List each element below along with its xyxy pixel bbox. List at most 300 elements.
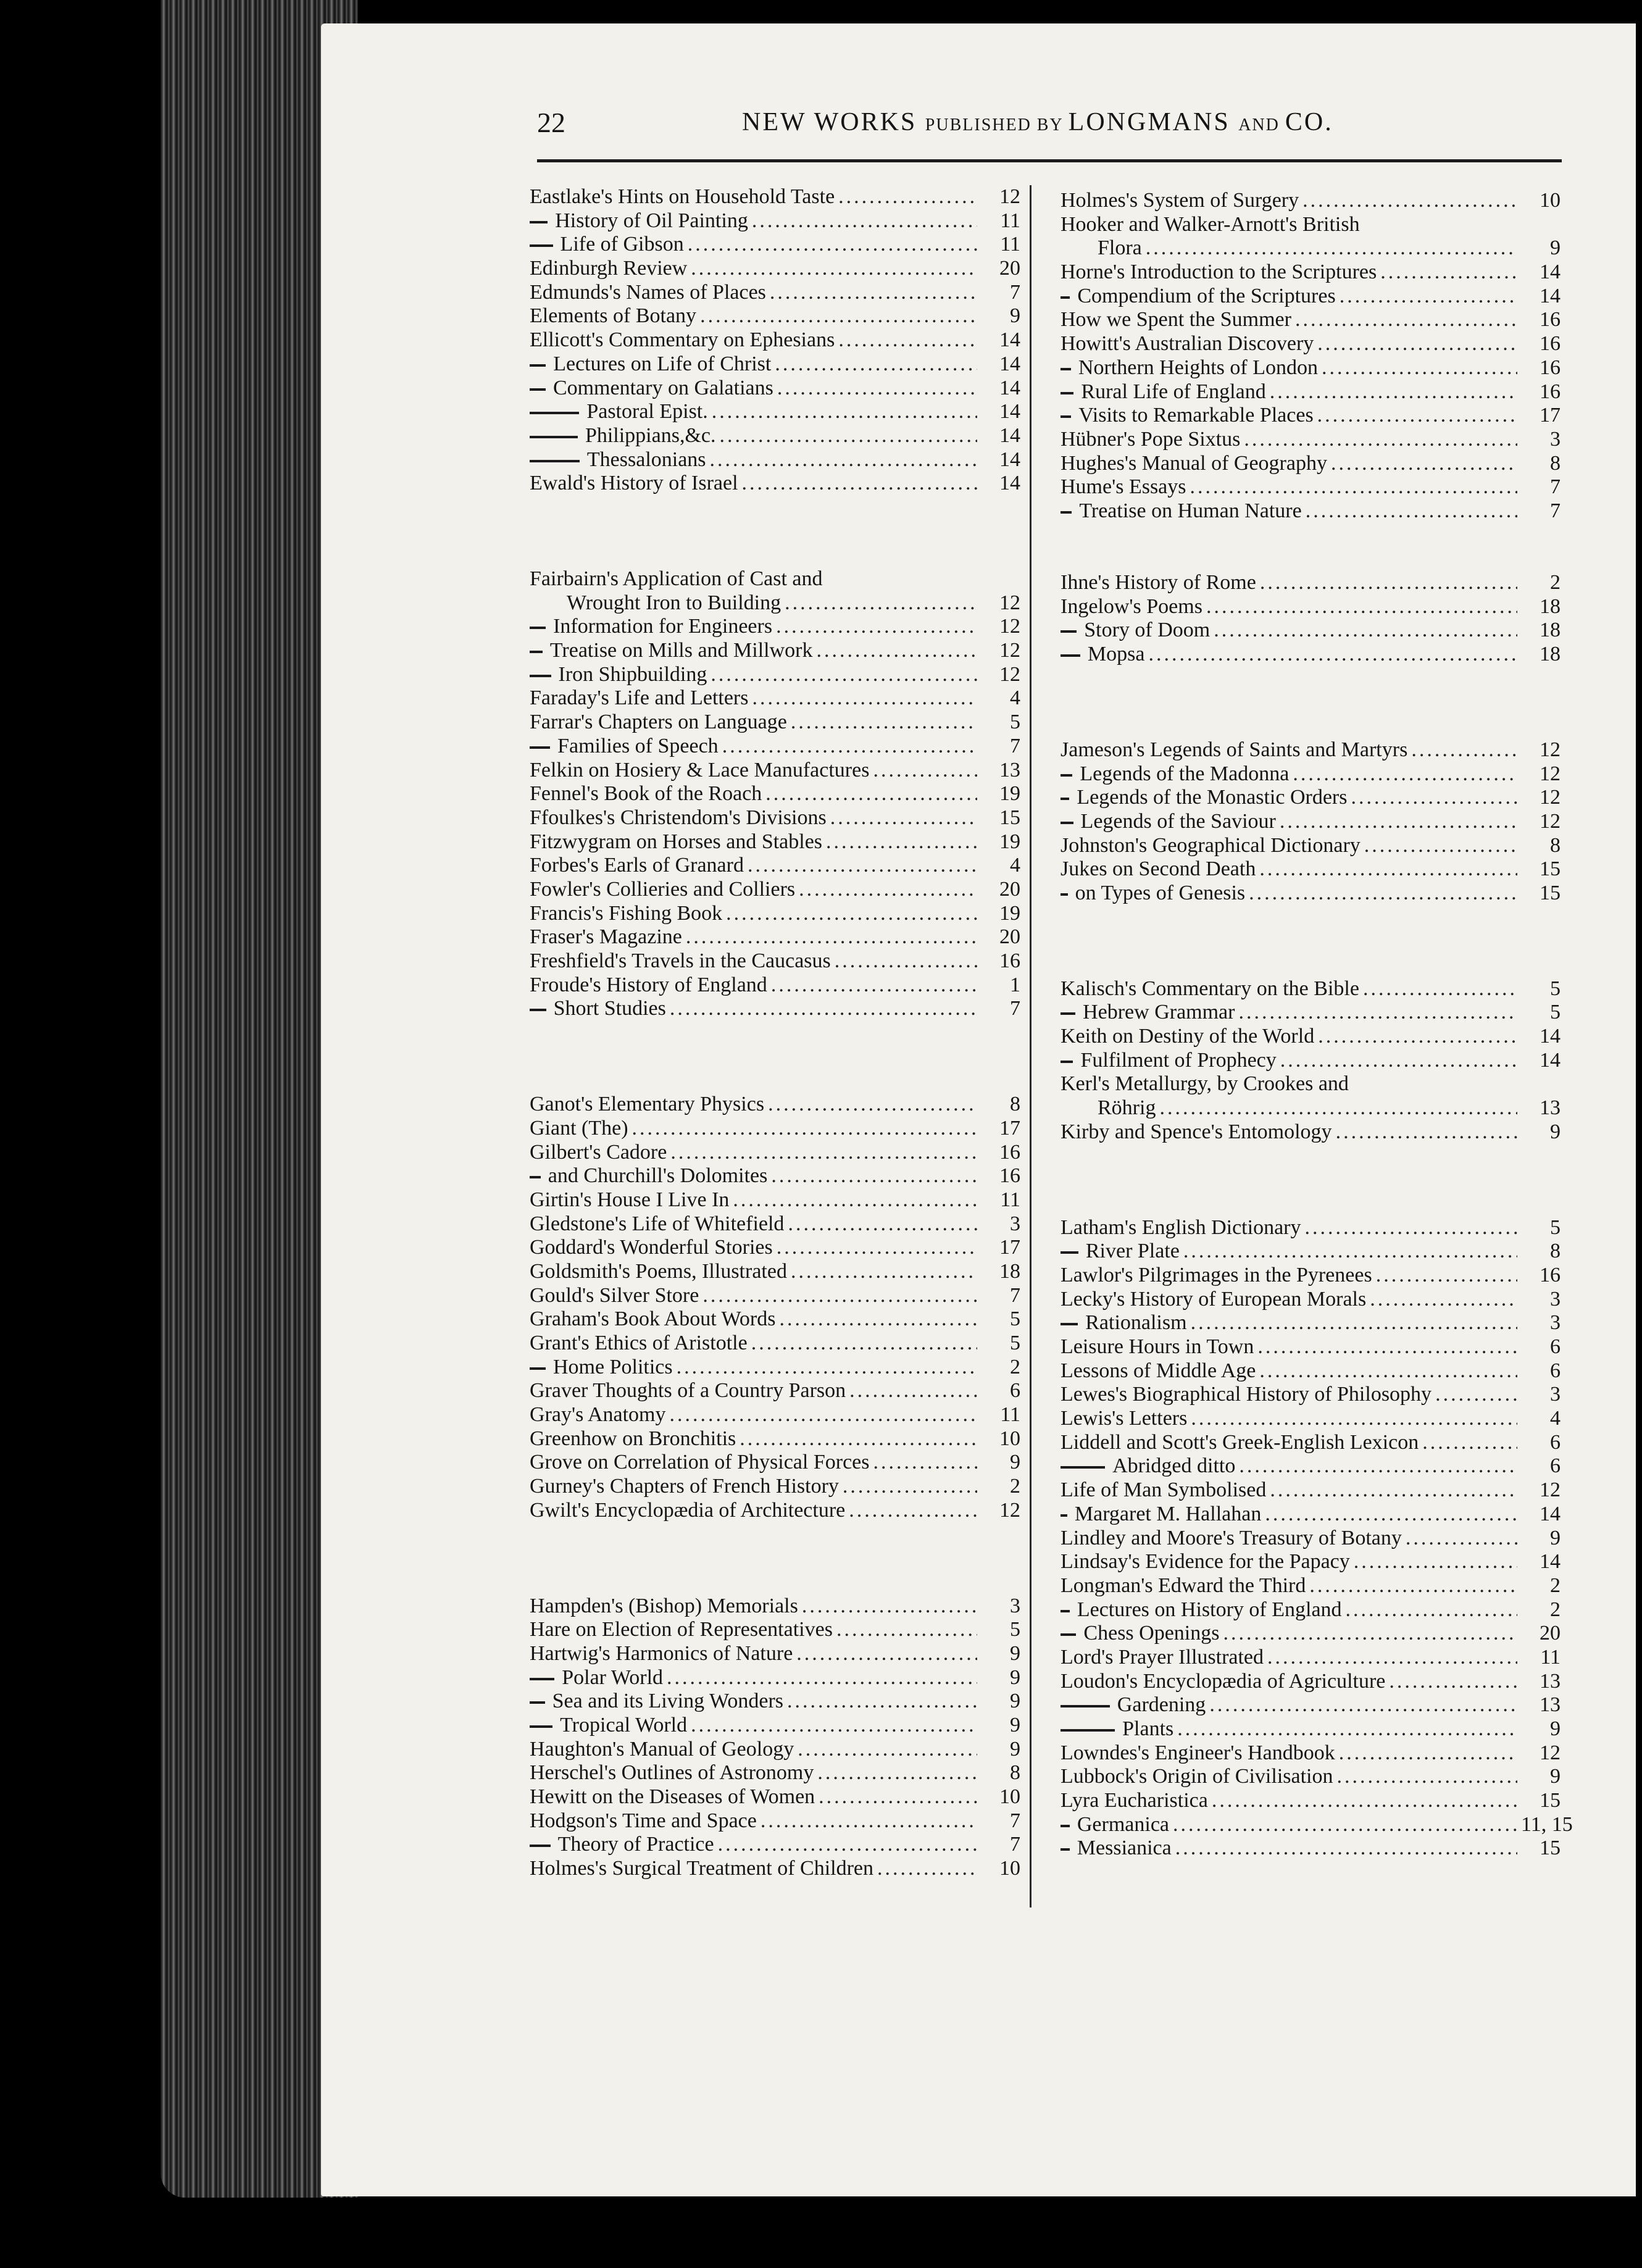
leader-dots [1295,308,1517,331]
section-spacer [1061,667,1561,691]
entry-title: Lord's Prayer Illustrated [1061,1645,1264,1669]
leader-dots [1422,1431,1517,1454]
leader-dots [740,1427,977,1451]
entry-page-number: 12 [999,185,1020,208]
entry-title: Hübner's Pope Sixtus [1061,427,1241,451]
entry-title: Greenhow on Bronchitis [530,1427,736,1450]
ditto-dash [530,388,546,391]
leader-dots [791,1260,977,1283]
header-rule [537,159,1562,162]
index-entry [530,973,1020,998]
entry-title: Hare on Election of Representatives [530,1618,833,1641]
index-entry [530,878,1020,902]
ditto-dash [1061,1251,1078,1254]
index-entry [530,1427,1020,1451]
entry-title: Flora [1098,236,1142,260]
entry-title: Abridged ditto [1112,1454,1236,1478]
leader-dots [1376,1264,1517,1287]
ditto-dash [530,627,546,629]
entry-page-number: 4 [1010,854,1020,877]
entry-page-number: 9 [1550,1765,1561,1788]
entry-page-number: 19 [999,830,1020,853]
index-entry [530,1164,1020,1188]
entry-page-number: 14 [1540,261,1561,284]
index-entry [1061,404,1561,428]
entry-title: Lowndes's Engineer's Handbook [1061,1741,1335,1764]
leader-dots [1146,236,1517,260]
entry-title: Liddell and Scott's Greek-English Lexicon [1061,1430,1419,1454]
index-entry [530,830,1020,854]
index-entry [1061,1383,1561,1407]
index-entry [530,1475,1020,1499]
section-spacer [1061,906,1561,930]
leader-dots [768,1093,977,1116]
entry-title: Lubbock's Origin of Civilisation [1061,1765,1333,1788]
leader-dots [752,209,977,233]
title-part-c: LONGMANS [1068,108,1239,136]
entry-page-number: 16 [1540,380,1561,403]
index-entry [1061,1503,1561,1527]
entry-title: Röhrig [1098,1096,1156,1120]
leader-dots [835,949,977,973]
entry-page-number: 14 [1540,284,1561,307]
entry-title: Girtin's House I Live In [530,1188,730,1211]
index-entry [530,448,1020,472]
leader-dots [1238,1001,1517,1024]
index-entry [530,1117,1020,1141]
leader-dots [1260,571,1517,594]
index-entry [530,639,1020,663]
index-entry [530,686,1020,711]
entry-title: Fraser's Magazine [530,925,682,949]
entry-title: Story of Doom [1084,619,1211,642]
index-entry [530,1499,1020,1523]
index-entry [1061,1264,1561,1288]
entry-title: Gledstone's Life of Whitefield [530,1212,785,1235]
entry-title: Legends of the Monastic Orders [1077,786,1348,809]
index-entry [530,304,1020,328]
entry-page-number: 3 [1550,1287,1561,1311]
index-entry [1061,1431,1561,1455]
entry-title: Visits to Remarkable Places [1078,404,1314,427]
entry-title: Fairbairn's Application of Cast and [530,567,823,590]
section-spacer [530,543,1020,567]
entry-page-number: 13 [999,758,1020,782]
index-entry [530,1618,1020,1642]
title-part-a: NEW WORKS [742,108,925,136]
leader-dots [775,352,977,376]
entry-page-number: 5 [1010,711,1020,734]
entry-title: Treatise on Mills and Millwork [549,639,813,662]
leader-dots [710,448,977,472]
entry-page-number: 2 [1550,1574,1561,1597]
entry-title: Francis's Fishing Book [530,901,723,925]
index-entry [1061,619,1561,643]
leader-dots [1317,404,1517,427]
index-entry [530,1307,1020,1332]
leader-dots [700,304,977,328]
index-entry [530,1260,1020,1284]
entry-page-number: 4 [1010,686,1020,710]
entry-title: Howitt's Australian Discovery [1061,332,1314,356]
leader-dots [1435,1383,1517,1406]
index-entry [1061,1717,1561,1741]
entry-title: Froude's History of England [530,973,767,996]
entry-title: Lindley and Moore's Treasury of Botany [1061,1526,1402,1549]
entry-title: Edinburgh Review [530,257,688,280]
entry-page-number: 4 [1550,1407,1561,1430]
section-spacer [530,520,1020,544]
leader-dots [1370,1288,1517,1311]
entry-page-number: 9 [1010,304,1020,328]
index-entry [530,591,1020,615]
index-entry [1061,356,1561,380]
title-part-d: AND [1238,115,1285,135]
entry-title: Families of Speech [557,734,719,757]
entry-page-number: 14 [999,400,1020,423]
entry-page-number: 16 [1540,332,1561,356]
index-entry [1061,1478,1561,1503]
entry-title: Leisure Hours in Town [1061,1335,1254,1358]
entry-page-number: 14 [999,423,1020,447]
index-entry [530,233,1020,257]
leader-dots [771,973,977,997]
leader-dots [1354,1550,1517,1574]
entry-page-number: 17 [999,1236,1020,1259]
leader-dots [1190,475,1517,499]
leader-dots [1309,1574,1517,1598]
entry-page-number: 15 [1540,881,1561,904]
leader-dots [742,472,977,495]
entry-page-number: 14 [1540,1502,1561,1525]
leader-dots [670,1403,978,1427]
entry-title: Haughton's Manual of Geology [530,1737,794,1761]
ditto-dash [1061,630,1077,633]
leader-dots [849,1499,977,1522]
leader-dots [1293,762,1517,786]
entry-page-number: 15 [1540,857,1561,881]
entry-title: Lawlor's Pilgrimages in the Pyrenees [1061,1263,1372,1286]
leader-dots [1339,1741,1517,1765]
entry-page-number: 2 [1550,1598,1561,1621]
entry-title: Hebrew Grammar [1083,1001,1235,1024]
entry-page-number: 14 [999,472,1020,495]
index-entry [530,854,1020,878]
index-entry [1061,452,1561,476]
entry-page-number: 16 [999,949,1020,972]
leader-dots [1259,857,1517,881]
ditto-dash [530,221,548,223]
ditto-dash [530,1678,554,1680]
entry-page-number: 9 [1550,1120,1561,1143]
section-spacer [1061,1192,1561,1216]
index-entry [1061,1670,1561,1694]
leader-dots [748,854,977,877]
ditto-dash [1061,511,1072,514]
entry-title: Lindsay's Evidence for the Papacy [1061,1550,1350,1574]
leader-dots [1337,1765,1518,1788]
leader-dots [1331,452,1517,475]
ditto-dash [1061,368,1071,370]
entry-page-number: 9 [1550,1717,1561,1740]
index-entry [1061,1598,1561,1622]
leader-dots [1302,189,1517,212]
section-spacer [1061,523,1561,548]
index-entry [530,1714,1020,1738]
entry-title: Ihne's History of Rome [1061,571,1256,594]
entry-page-number: 18 [999,1259,1020,1283]
leader-dots [1259,1359,1517,1383]
entry-page-number: 7 [1550,475,1561,499]
entry-page-number: 3 [1010,1594,1020,1617]
entry-page-number: 7 [1550,499,1561,522]
leader-dots [632,1117,977,1140]
entry-page-number: 11 [1000,233,1020,256]
entry-page-number: 12 [999,662,1020,686]
entry-title: Graham's Book About Words [530,1307,776,1331]
entry-title: on Types of Genesis [1075,881,1246,904]
entry-title: Lectures on History of England [1077,1598,1342,1621]
entry-page-number: 5 [1550,977,1561,1000]
entry-title: Jukes on Second Death [1061,857,1256,881]
entry-page-number: 6 [1550,1454,1561,1478]
entry-page-number: 9 [1550,1526,1561,1549]
index-entry [1061,1407,1561,1431]
section-spacer [1061,690,1561,714]
index-entry [1061,380,1561,404]
entry-title: Kirby and Spence's Entomology [1061,1120,1332,1143]
leader-dots [702,1284,977,1307]
leader-dots [677,1356,977,1379]
index-entry [530,1236,1020,1260]
entry-page-number: 20 [999,257,1020,280]
index-entry [1061,977,1561,1001]
entry-title: Grant's Ethics of Aristotle [530,1332,748,1354]
entry-title: Lewis's Letters [1061,1407,1188,1430]
entry-page-number: 9 [1010,1690,1020,1713]
index-entry [1061,834,1561,858]
entry-page-number: 10 [999,1427,1020,1450]
entry-title: River Plate [1085,1240,1180,1263]
leader-dots [816,639,977,662]
section-spacer [1061,1144,1561,1169]
leader-dots [796,1642,977,1666]
leader-dots [718,1833,977,1856]
entry-page-number: 9 [1010,1714,1020,1736]
entry-page-number: 11 [1540,1645,1561,1669]
entry-title: Elements of Botany [530,304,697,328]
leader-dots [777,1236,977,1259]
leader-dots [686,925,977,949]
index-entry [530,328,1020,352]
section-spacer [530,1523,1020,1547]
entry-page-number: 14 [1540,1048,1561,1072]
index-entry [1061,762,1561,786]
index-entry [1061,213,1561,237]
leader-dots [819,1785,977,1809]
entry-title: Fitzwygram on Horses and Stables [530,830,823,853]
leader-dots [667,1666,977,1690]
entry-page-number: 3 [1550,1383,1561,1406]
leader-dots [1183,1240,1517,1263]
ditto-dash [530,746,550,749]
left-column [530,185,1020,1881]
leader-dots [776,615,977,638]
leader-dots [1280,810,1517,833]
entry-title: Felkin on Hosiery & Lace Manufactures [530,758,870,782]
entry-title: Rationalism [1085,1311,1187,1335]
entry-title: Hume's Essays [1061,475,1186,499]
index-entry [1061,571,1561,595]
index-entry [530,1666,1020,1690]
leader-dots [838,328,977,352]
entry-page-number: 9 [1010,1451,1020,1474]
index-entry [1061,189,1561,213]
index-entry [1061,1001,1561,1025]
leader-dots [830,806,977,830]
entry-page-number: 12 [999,639,1020,662]
ditto-dash [1061,1466,1105,1469]
index-entry [1061,1646,1561,1670]
index-entry [530,1403,1020,1427]
leader-dots [733,1188,977,1212]
leader-dots [1175,1836,1517,1860]
ditto-dash [1061,1012,1075,1015]
ditto-dash [530,1176,541,1178]
leader-dots [1257,1335,1517,1359]
entry-page-number: 5 [1010,1618,1020,1641]
leader-dots [1318,1025,1517,1048]
entry-title: Gwilt's Encyclopædia of Architecture [530,1498,846,1522]
entry-title: Chess Openings [1083,1622,1220,1645]
entry-page-number: 14 [999,352,1020,375]
entry-page-number: 12 [1540,809,1561,833]
entry-title: Plants [1122,1717,1174,1740]
section-spacer [1061,714,1561,738]
index-entry [530,615,1020,639]
entry-page-number: 12 [1540,786,1561,809]
index-entry [530,1785,1020,1809]
entry-title: Edmunds's Names of Places [530,280,766,304]
index-entry [530,281,1020,305]
entry-page-number: 16 [999,1164,1020,1188]
entry-title: Hewitt on the Diseases of Women [530,1785,815,1809]
entry-page-number: 14 [1540,1550,1561,1574]
entry-page-number: 12 [999,615,1020,638]
index-entry [1061,882,1561,906]
index-entry [530,759,1020,783]
index-entry [530,1212,1020,1236]
leader-dots [1191,1311,1517,1335]
entry-title: Pastoral Epist. [586,400,708,423]
entry-title: Fowler's Collieries and Colliers [530,877,796,901]
entry-title: Hartwig's Harmonics of Nature [530,1641,793,1665]
index-entry [530,949,1020,973]
leader-dots [1280,1049,1517,1072]
index-entry [530,185,1020,209]
entry-title: Life of Gibson [560,233,684,256]
index-entry [1061,1216,1561,1240]
leader-dots [802,1595,977,1618]
index-entry [1061,1693,1561,1717]
entry-title: History of Oil Painting [555,209,748,232]
index-entry [1061,332,1561,356]
ditto-dash [1061,1633,1076,1636]
entry-title: Longman's Edward the Third [1061,1574,1306,1597]
entry-title: Lectures on Life of Christ [553,352,772,375]
entry-page-number: 5 [1550,1001,1561,1024]
index-entry [1061,1025,1561,1049]
entry-page-number: 3 [1010,1212,1020,1235]
leader-dots [752,686,977,710]
leader-dots [799,878,977,901]
index-entry [530,902,1020,926]
entry-title: Lyra Eucharistica [1061,1789,1208,1812]
entry-page-number: 8 [1550,1240,1561,1263]
entry-title: Farrar's Chapters on Language [530,711,787,734]
entry-page-number: 7 [1010,997,1020,1020]
ditto-dash [1061,1825,1070,1827]
entry-page-number: 20 [999,925,1020,949]
ditto-dash [1061,1848,1070,1851]
index-entry [1061,1335,1561,1359]
entry-title: Gilbert's Cadore [530,1140,667,1164]
entry-page-number: 2 [1550,571,1561,594]
entry-page-number: 7 [1010,734,1020,757]
entry-title: Lecky's History of European Morals [1061,1287,1367,1311]
leader-dots [670,997,977,1020]
index-entry [1061,1812,1573,1837]
index-entry [530,1690,1020,1714]
index-entry [530,711,1020,735]
entry-page-number: 14 [999,328,1020,352]
index-entry [1061,1454,1561,1478]
entry-title: Treatise on Human Nature [1079,499,1302,522]
entry-title: Home Politics [553,1355,673,1378]
section-spacer [1061,547,1561,571]
entry-page-number: 14 [999,448,1020,471]
entry-page-number: 3 [1550,1311,1561,1335]
leader-dots [688,233,977,256]
entry-page-number: 7 [1010,280,1020,304]
entry-title: Graver Thoughts of a Country Parson [530,1379,846,1403]
entry-title: Keith on Destiny of the World [1061,1025,1315,1048]
entry-page-number: 11 [1000,1188,1020,1211]
index-entry [530,257,1020,281]
entry-page-number: 11 [1000,1403,1020,1427]
entry-page-number: 3 [1550,427,1561,451]
entry-title: Gould's Silver Store [530,1283,699,1307]
leader-dots [1223,1622,1517,1645]
entry-page-number: 5 [1010,1332,1020,1354]
index-entry [1061,1789,1561,1813]
leader-dots [873,1451,978,1474]
ditto-dash [530,1009,546,1011]
index-entry [530,1093,1020,1117]
title-part-e: CO. [1285,108,1333,136]
entry-title: Gurney's Chapters of French History [530,1475,839,1498]
ditto-dash [530,1845,551,1847]
index-entry [1061,236,1561,261]
entry-title: Eastlake's Hints on Household Taste [530,185,835,208]
leader-dots [1270,1478,1517,1502]
entry-title: Margaret M. Hallahan [1074,1502,1262,1525]
section-spacer [1061,929,1561,953]
entry-page-number: 19 [999,782,1020,806]
index-entry [1061,499,1561,523]
running-title [742,107,1333,137]
index-entry [1061,475,1561,499]
